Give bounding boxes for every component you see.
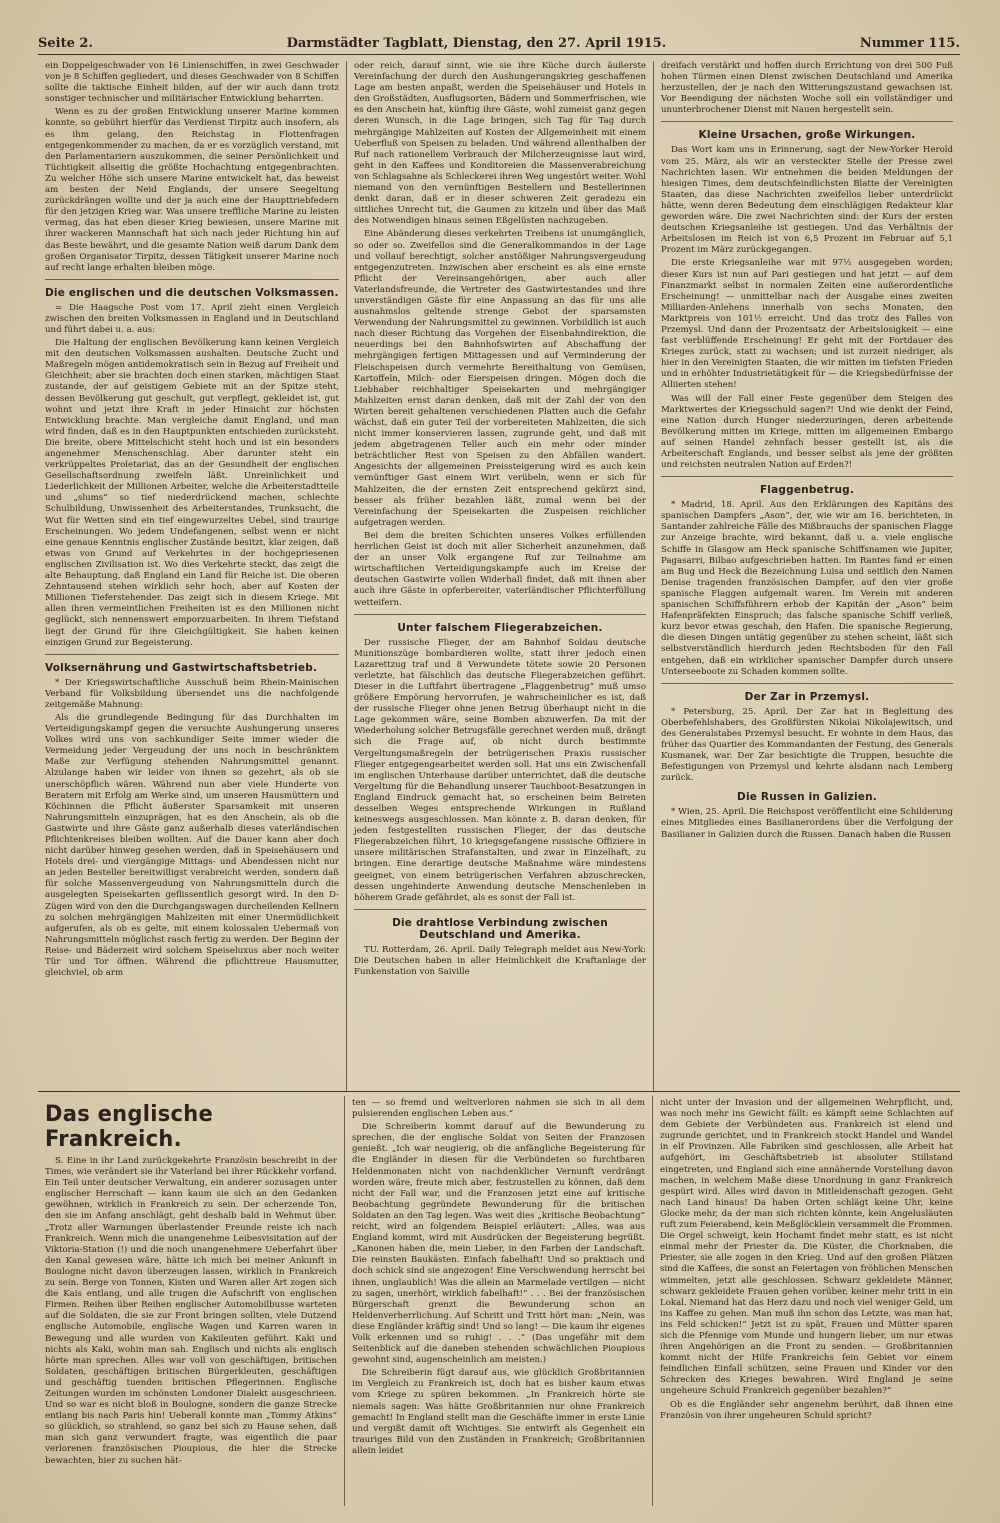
divider (45, 279, 339, 280)
article-paragraph: dreifach verstärkt und hoffen durch Errichtung von drei 500 Fuß hohen Türmen einen Dienst zwischen Deutschland und Amerika herzustellen, der je nach den Witterungszustand gewachsen ist. Vor Beendigung der nächsten Woche soll ein vollständiger und ununterbrochener Dienst mit Nauen hergestellt sein. (661, 61, 953, 116)
headline-volksmassen: Die englischen und die deutschen Volksmassen. (45, 286, 339, 299)
lower-column-2 (344, 1096, 652, 1506)
upper-columns (38, 61, 960, 1092)
article-paragraph: Die Haltung der englischen Bevölkerung kann keinen Vergleich mit den deutschen Volksmassen aushalten. Deutsche Zucht und Maßregeln mögen antidemokratisch sein in Bezug auf Freiheit und Gleichheit; aber sie brachten doch einen starken, mächtigen Staat zustande, der auf geistigem Gebiete mit an der Spitze steht, dessen Bevölkerung gut geschult, gut verpflegt, gekleidet ist, gut wohnt und jetzt ihre Kraft in jeder Hinsicht zur höchsten Entwicklung brachte. Man vergleiche damit England, und man wird finden, daß es in den Hauptpunkten entschieden zurücksteht. Die breite, obere Mittelschicht steht hoch und ist ein besonders angenehmer Menschenschlag. Aber darunter steht ein verkrüppeltes Proletariat, das an der Gesundheit der englischen Gesellschaftsordnung zweifeln läßt. Unreinlichkeit und Liederlichkeit der Millionen Arbeiter, welche die Arbeiterstadtteile und „slums“ so tief niederdrückend machen, schlechte Schulbildung, Unwissenheit des Arbeiterstandes, Trunksucht, die Wut für Wetten sind ein tief eingewurzeltes Uebel, sind traurige Erscheinungen. Wo jedem Undefangenen, selbst wenn er nicht eine genaue Kenntnis englischer Zustände besitzt, klar zeigen, daß etwas von Grund auf Verkehrtes in der hochgepriesenen englischen Zivilisation ist. Wo dies Verkehrte steckt, das zeigt die alte Behauptung, daß England ein Land für Reiche ist. Die oberen Zehntausend stehen wirklich sehr hoch, aber auf Kosten der Millionen Tieferstehender. Das zeigt sich in diesem Kriege. Mit allen ihren vermeintlichen Freiheiten ist es den Millionen nicht geglückt, sich nennenswert emporzuarbeiten. In ihrem Tiefstand liegt der Grund für ihre Gleichgültigkeit. Sie haben keinen einzigen Grund zur Begeisterung. (45, 338, 339, 648)
article-paragraph: * Wien, 25. April. Die Reichspost veröffentlicht eine Schilderung eines Mitgliedes eines Basilianerordens über die Verfolgung der Basilianer in Galizien durch die Russen. Danach haben die Russen (661, 807, 953, 840)
article-paragraph: Der russische Flieger, der am Bahnhof Soldau deutsche Munitionszüge bombardieren wollte, statt ihrer jedoch einen Lazarettzug traf und 8 Verwundete tötete sowie 20 Personen verletzte, hat fälschlich das deutsche Fliegerabzeichen geführt. Dieser in die Luftfahrt übertragene „Flaggenbetrug“ muß umso größere Empörung hervorrufen, je wahrscheinlicher es ist, daß der russische Flieger ohne jenen Betrug überhaupt nicht in die Lage gekommen wäre, seine Bomben abzuwerfen. Da mit der Wiederholung solcher Betrugsfälle gerechnet werden muß, drängt sich die Frage auf, ob nicht durch bestimmte Vergeltungsmaßregeln der betrügerischen Praxis russischer Flieger entgegengearbeitet werden soll. Hat uns ein Zwischenfall im englischen Unterhause darüber unterrichtet, daß die deutsche Vergeltung für die Behandlung unserer Tauchboot-Besatzungen in England Eindruck gemacht hat, so erscheinen beim Beireten desselben Weges entsprechende Wirkungen in Rußland keineswegs ausgeschlossen. Man könnte z. B. daran denken, für jeden festgestellten russischen Flieger, der das deutsche Fliegerabzeichen führt, 10 kriegsgefangene russische Offiziere in unsere militärischen Strafanstalten, und zwar in Einzelhaft, zu bringen. Eine derartige deutsche Maßnahme wäre mindestens geeignet, von einem betrügerischen Verfahren abzuschrecken, dessen ungehinderte Anwendung deutsche Menschenleben in höherem Grade gefährdet, als es sonst der Fall ist. (354, 637, 646, 903)
divider (45, 654, 339, 655)
headline-gastwirtschaft: Volksernährung und Gastwirtschaftsbetrieb. (45, 661, 318, 674)
page-number: Seite 2. (38, 36, 93, 51)
feature-paragraph: Die Schreiberin kommt darauf auf die Bewunderung zu sprechen, die der englische Soldat von Seiten der Franzosen genießt. „Ich war neugierig, ob die anfängliche Begeisterung für die Engländer in diesen für die Verbündeten so furchtbaren Heldenmonaten nicht von nachdenklicher Vernunft verdrängt worden wäre, freute mich aber, festzustellen zu können, daß dem nicht der Fall war, und die Franzosen jetzt eine auf kritische Beobachtung gegründete Bewunderung für die britischen Soldaten an den Tag legen. Was weit dies „kritische Beobachtung“ reicht, wird an folgendem Beispiel erläutert: „Alles, was aus England kommt, wird mit Ausdrücken der Begeisterung begrüßt. „Kanonen haben die, mein Lieber, in den Farben der Landschaft. Die reinsten Baukästen. Einfach fabelhaft! Und so praktisch und doch schick sind sie angezogen! Eine Verschwendung herrscht bei ihnen, unglaublich! Was die allein an Marmelade vertilgen — nicht zu sagen, unerhört, wirklich fabelhaft!“ . . . Bei der französischen Bürgerschaft grenzt die Bewunderung schon an Heldenverherrlichung. Auf Schritt und Tritt hört man: „Nein, was diese Engländer kräftig sind! Und so lang! — Die kaum ihr eigenes Volk erkennen und so ruhig! . . .“ (Das ungefähr mit dem Seitenblick auf die daneben stehenden schwächlichen Pioupious gewohnt sind, augenscheinlich am meisten.) (352, 1122, 645, 1366)
article-paragraph: ein Doppelgeschwader von 16 Linienschiffen, in zwei Geschwader von je 8 Schiffen gegliedert, und dieses Geschwader von 8 Schiffen sollte die taktische Einheit bilden, auf der wir auch dann trotz sonstiger technischer und militärischer Entwicklung beharrten. (45, 61, 339, 105)
headline-zar-przemysl: Der Zar in Przemysl. (744, 690, 870, 703)
column-2 (346, 61, 653, 1091)
article-paragraph: Was will der Fall einer Feste gegenüber dem Steigen des Marktwertes der Kriegsschuld sagen?! Und wie denkt der Feind, eine Nation durch Hunger niederzuringen, deren arbeitende Bevölkerung mitten im Kriege, mitten im allgemeinen Embargo auf seinen Handel zehnfach besser gestellt ist, als die Arbeiterschaft Englands, und besser selbst als jene der größten und reichsten neutralen Nation auf Erden?! (661, 393, 953, 471)
headline-russen-galizien: Die Russen in Galizien. (737, 791, 877, 804)
feature-paragraph: nicht unter der Invasion und der allgemeinen Wehrpflicht, und, was noch mehr ins Gewicht fällt: es kämpft seine Schlachten auf dem Gebiete der Verbündeten aus. Frankreich ist elend und zugrunde gerichtet, und in Frankreich stockt Handel und Wandel in elf Provinzen. Alle Fabriken sind geschlossen, alle Arbeit hat aufgehört, im Geschäftsbetrieb ist absoluter Stillstand eingetreten, und England sich eine annähernde Vorstellung davon machen, in welchem Maße diese Unordnung in ganz Frankreich gespürt wird. Alles wird davon in Mitleidenschaft gezogen. Geht nach Land hinaus! Da haben Orten schlägt keine Uhr, keine Glocke mehr, da der man sich richten könnte, kein Angelusläuten ruft zum Feierabend, kein Meßglöcklein versammelt die Frommen. Die Orgel schweigt, kein Hochamt findet mehr statt, es ist nicht einmal mehr der Priester da. Die Küster, die Chorknaben, die Priester, sie alle zogen in den Krieg. Und auf den großen Plätzen sind die Kaffees, die sonst an Feiertagen von fröhlichen Menschen wimmelten, jetzt alle geschlossen. Schwarz gekleidete Männer, schwarz gekleidete Frauen gehen vorüber, keiner mehr tritt in ein Lokal. Niemand hat das Herz dazu und noch viel weniger Geld, um ins Kaffee zu gehen. Man muß ihn schon das Letzte, was man hat, ins Feld schicken!“ Jetzt ist zu spät, Frauen und Mütter sparen sich die Pfennige vom Munde und hungern lieber, um nur etwas ihren Angehörigen an die Front zu senden. — Großbritannien kommt nicht der Hilfe Frankreichs fein Gebiet vor einem feindlichen Einfall schützen, seine Frauen und Kinder vor den Schrecken des Krieges bewahren. Wird England je seine ungeheure Schuld Frankreich gegenüber bezahlen?“ (660, 1098, 953, 1397)
lower-section (38, 1092, 960, 1506)
article-paragraph: Wenn es zu der großen Entwicklung unserer Marine kommen konnte, so gebührt hierfür das Verdienst Tirpitz auch insofern, als es ihm gelang, den Reichstag in Flottenfragen entgegenkommender zu machen, da er es vorzüglich verstand, mit den Parlamentariern auszukommen, die seiner Persönlichkeit und Tüchtigkeit allseitig die größte Hochachtung entgegenbrachten. Zu welcher Höhe sich unsere Marine entwickelt hat, das beweist am besten der Neid Englands, der unsere Seegeltung zurückdrängen wollte und der ja auch eine der Haupttriebfedern für den jetzigen Krieg war. Was unsere treffliche Marine zu leisten vermag, das hat eben dieser Krieg bewiesen, unsere Marine mit ihrer wackeren Mannschaft hat sich nach jeder Richtung hin auf das Beste bewährt, und die gesamte Nation weiß darum Dank dem großen Organisator Tirpitz, dessen Tätigkeit unserer Marine noch auf recht lange erhalten bleiben möge. (45, 107, 339, 273)
feature-headline: Das englische Frankreich. (45, 1100, 214, 1152)
article-paragraph: Als die grundlegende Bedingung für das Durchhalten im Verteidigungskampf gegen die versuchte Aushungerung unseres Volkes wird uns von sachkundiger Seite immer wieder die Vermeidung jeder Vergeudung der uns noch in beschränktem Maße zur Verfügung stehenden Nahrungsmittel genannt. Alzulange haben wir leider von ihnen so gezehrt, als ob sie unerschöpflich wären. Während nun aber viele Hunderte von Beratern mit Erfolg am Werke sind, um unseren Hausmüttern und Köchinnen die Pflicht äußerster Sparsamkeit mit unseren Nahrungsmitteln einzuprägen, hat es den Anschein, als ob die Gastwirte und ihre Gäste ganz außerhalb dieses vaterländischen Pflichtenkreises bleiben wollten. Auf die Dauer kann aber doch nicht darüber hinweg gesehen werden, daß in Speisehäusern und Hotels drei- und viergängige Mittags- und Abendessen nicht nur an jeden Besteller bereitwilligst verabreicht werden, sondern daß für solche Massenvergeudung von Nahrungsmitteln durch die ausgelegten Speisekarten geflissentlich gesorgt wird. In den D-Zügen wird von den die Durchgangswagen durcheilenden Kellnern zu solchen mehrgängigen Mahlzeiten mit einer Unermüdlichkeit aufgerufen, als ob es gelte, mit einem kolossalen Uebermaß von Nahrungsmitteln möglichst rasch fertig zu werden. Der Beginn der Reise- und Bäderzeit wird solchem Speiseluxus aber noch weiter Tür und Tor öffnen. Während die pflichttreue Hausmutter, gleichviel, ob arm (45, 712, 339, 979)
headline-drahtlose-verbindung: Die drahtlose Verbindung zwischen Deutschland und Amerika. (392, 916, 608, 941)
feature-paragraph: ten — so fremd und weltverloren nahmen sie sich in all dem pulsierenden englischen Leben aus.“ (352, 1098, 645, 1120)
article-paragraph: Die erste Kriegsanleihe war mit 97½ ausgegeben worden; dieser Kurs ist nun auf Pari gestiegen und hat jetzt — auf dem Finanzmarkt selbst in normalen Zeiten eine außerordentliche Erscheinung! — unmittelbar nach der Ausgabe eines zweiten Milliarden-Anlehens innerhalb von sechs Monaten, den Marktpreis von 101½ erreicht. Und das trotz des Falles von Przemysl. Und dann der Prozentsatz der Arbeitslosigkeit — eine fast verblüffende Erscheinung! Er geht mit der Fortdauer des Krieges zurück, statt zu wachsen; und ist zurzeit niedriger, als hier in den Vereinigten Staaten, die wir mitten im tiefsten Frieden und in erhöhter Industrietätigkeit für — die Kriegsbedürfnisse der Alliierten stehen! (661, 258, 953, 391)
divider (661, 476, 953, 477)
headline-kleine-ursachen: Kleine Ursachen, große Wirkungen. (698, 129, 916, 142)
column-3 (653, 61, 960, 1091)
article-paragraph: * Madrid, 18. April. Aus den Erklärungen des Kapitäns des spanischen Dampfers „Ason“, der, wie wir am 16. berichteten, in Santander zahlreiche Fälle des Mißbrauchs der spanischen Flagge zur Anzeige brachte, wird bekannt, daß u. a. viele englische Schiffe in Glasgow am Heck spanische Schiffsnamen wie Jupiter, Pagasarri, Bilbao aufgeschrieben hatten. Im Rantes fand er einen am Bug und Heck die Bezeichnung Luisa und seitlich den Namen Denise tragenden französischen Dampfer, auf den vier große spanische Flaggen aufgemalt waren. Im Verein mit anderen spanischen Schiffsführern erhob der Kapitän der „Ason“ beim Hafenpräfekten Einspruch; das falsche spanische Schiff verließ, kurz bevor etwas geschah, den Hafen. Die spanische Regierung, die diesen Dingen untätig gegenüber zu stehen scheint, läßt sich selbstverständlich hierdurch jeden Rechtsboden für den Fall entgehen, daß ein wirklicher spanischer Dampfer durch unsere Unterseeboote zu Schaden kommen sollte. (661, 500, 953, 677)
article-paragraph: TU. Rotterdam, 26. April. Daily Telegraph meldet aus New-York: Die Deutschen haben in aller Heimlichkeit die Kraftanlage der Funkenstation von Saiville (354, 944, 646, 978)
feature-paragraph: Die Schreiberin fügt darauf aus, wie glücklich Großbritannien im Vergleich zu Frankreich ist, doch hat es bisher kaum etwas vom Kriege zu spüren bekommen. „In Frankreich hörte sie niemals sagen: Was hätte Großbritannien nur ohne Frankreich gemacht! In England stellt man die Geschäfte immer in erste Linie und vergißt damit oft Wichtiges. Sie entwirft als Gegenheit ein trauriges Bild von den Zuständen in Frankreich; Großbritannien allein leidet (352, 1368, 645, 1456)
lower-column-1 (38, 1096, 344, 1506)
divider (354, 909, 646, 910)
article-paragraph: Eine Abänderung dieses verkehrten Treibens ist unumgänglich, so oder so. Zweifellos sind die Generalkommandos in der Lage und vollauf berechtigt, solcher anstößiger Nahrungsvergeudung entgegenzutreten. Inzwischen aber erscheint es als eine ernste Pflicht der Vereinsangehörigen, aber auch aller Vaterlandsfreunde, die Vertreter des Gastwirtestandes und ihre unverständigen Gäste für eine Anpassung an das für uns alle ausnahmslos geltende strenge Gebot der sparsamsten Verwendung der Nahrungsmittel zu gewinnen. Vorbildlich ist auch nach dieser Richtung das Vorgehen der Eisenbahndirektion, die neuerdings bei den Bahnhofswirten auf Abschaffung der mehrgängigen fertigen Mittagessen und auf Verminderung der Fleischspeisen durch vermehrte Bereithaltung von Gemüsen, Kartoffeln, Milch- oder Eierspeisen dringen. Mögen doch die Liebhaber reichhaltiger Speisekarten und mehrgängiger Mahlzeiten ernst daran denken, daß mit der Zahl der von den Wirten bereit gehaltenen verschiedenen Platten auch die Gefahr wächst, daß ein guter Teil der vorbereiteten Mahlzeiten, die sich nicht immer konservieren lassen, zugrunde geht, und daß mit jedem abgetragenen Teller auch ein mehr oder minder beträchtlicher Rest von Speisen zu den Abfällen wandert. Angesichts der allgemeinen Preissteigerung wird es auch kein vernünftiger Gast einem Wirt verübeln, wenn er sich für Mahlzeiten, die der ernsten Zeit entsprechend gekürzt sind, besser als früher bezahlen läßt, zumal wenn bei der Vereinfachung der Speisekarten die Zuspeisen reichlicher aufgetragen werden. (354, 229, 646, 528)
article-paragraph: * Der Kriegswirtschaftliche Ausschuß beim Rhein-Mainischen Verband für Volksbildung übersendet uns die nachfolgende zeitgemäße Mahnung: (45, 677, 339, 710)
divider (661, 121, 953, 122)
divider (354, 614, 646, 615)
divider (661, 683, 953, 684)
column-1 (38, 61, 346, 1091)
headline-flaggenbetrug: Flaggenbetrug. (759, 484, 855, 497)
article-paragraph: = Die Haagsche Post vom 17. April zieht einen Vergleich zwischen den breiten Volksmassen in England und in Deutschland und führt dabei u. a. aus: (45, 302, 339, 335)
issue-number: Nummer 115. (859, 36, 960, 51)
article-paragraph: * Petersburg, 25. April. Der Zar hat in Begleitung des Oberbefehlshabers, des Großfürsten Nikolai Nikolajewitsch, und des Generalstabes Przemysl besucht. Er wohnte in dem Haus, das früher das Quartier des Kommandanten der Festung, des Generals Kusmanek, war. Der Zar besichtigte die Truppen, besuchte die Befestigungen von Przemysl und kehrte alsdann nach Lemberg zurück. (661, 706, 953, 784)
newspaper-title: Darmstädter Tagblatt, Dienstag, den 27. April 1915. (286, 36, 667, 51)
feature-paragraph: Ob es die Engländer sehr angenehm berührt, daß ihnen eine Französin von ihrer ungeheuren Schuld spricht? (660, 1399, 953, 1421)
article-paragraph: oder reich, darauf sinnt, wie sie ihre Küche durch äußerste Vereinfachung der durch den Aushungerungskrieg geschaffenen Lage am besten anpaßt, werden die Speisehäuser und Hotels in den Großstädten, Ausflugsorten, Bädern und Sommerfrischen, wie es den Anschein hat, künftig ihre Gäste, wohl zumeist ganz gegen deren Wunsch, in die Lage bringen, sich Tag für Tag durch mehrgängige Mahlzeiten auf Kosten der Allgemeinheit mit einem Ueberfluß von Speisen zu beladen. Und während allenthalben der Ruf nach rationellem Verbrauch der Milcherzeugnisse laut wird, geht in den Kaffees und Konditoreien die Massenverabreichung von Schlagsahne als Schleckerei ihren Weg ungestört weiter. Wohl niemand von den vernünftigen Bestellern und Bestellerinnen denkt daran, daß er in dieser schweren Zeit geradezu ein sittliches Unrecht tut, die Gaumen zu kitzeln und über das Maß des Notwendigen hinaus seinen Eßgelüsten nachzugeben. (354, 61, 646, 227)
lower-column-3 (652, 1096, 960, 1506)
masthead (38, 36, 960, 55)
article-paragraph: Das Wort kam uns in Erinnerung, sagt der New-Yorker Herold vom 25. März, als wir an versteckter Stelle der Presse zwei Nachrichten lasen. Wir entnehmen die beiden Meldungen der hiesigen Times, dem deutschfeindlichsten Blatte der Vereinigten Staaten, das diese Nachrichten zweifellos lieber unterdrückt hätte, wenn deren Bedeutung dem einschlägigen Redakteur klar geworden wäre. Die zwei Nachrichten sind: der Kurs der ersten deutschen Kriegsanleihe ist gestiegen. Und das Verhältnis der Arbeitslosen im Reich ist von 6,5 Prozent im Februar auf 5,1 Prozent im März zurückgegangen. (661, 145, 953, 256)
headline-fliegerabzeichen: Unter falschem Fliegerabzeichen. (397, 621, 603, 634)
feature-paragraph: S. Eine in ihr Land zurückgekehrte Französin beschreibt in der Times, wie verändert sie ihr Vaterland bei ihrer Rückkehr vorfand. Ein Teil unter deutscher Verwaltung, ein anderer sozusagen unter englischer Herrschaft — kann kaum sie sich an den Gedanken gewöhnen, wirklich in Frankreich zu sein. Der scherzende Ton, den sie im Anfang anschlägt, geht deshalb bald in Wehmut über. „Trotz aller Warnungen überlastender Freunde reiste ich nach Frankreich. Wenn mich die unangenehme Leibesvisitation auf der Viktoria-Station (!) und die noch unangenehmere Ueberfahrt über den Kanal gewesen wäre, hätte ich mich bei meiner Ankunft in Boulogne nicht davon überzeugen lassen, wirklich in Frankreich zu sein. Berge von Tonnen, Kisten und Waren aller Art zogen sich die Kais entlang, und alle trugen die Aufschrift von englischen Firmen. Reihen über Reihen englischer Automobilbusse warteten auf die Soldaten, die sie zur Front bringen sollten, viele Dutzend englische Automobile, englische Wagen und Karren waren in Bewegung und alle wurden von Kakileuten geführt. Kaki und nichts als Kaki, wohin man sah. Englisch und nichts als englisch hörte man sprechen. Alles war voll von geschäftigen, britischen Soldaten, geschäftigen britischen Bürgerkleuten, geschäftigen und geschäftig tuenden britischen Pflegerinnen. Englische Zeitungen wurden im schönsten Londoner Dialekt ausgeschrieen. Und so war es nicht bloß in Boulogne, sondern die ganze Strecke entlang bis nach Paris hin! Ueberall konnte man „Tommy Atkins“ so glücklich, so strahlend, so ganz bei sich zu Hause sehen, daß man sich ganz verwundert fragte, was eigentlich die paar verlorenen französischen Pioupious, die hier die Strecke bewachten, hier zu suchen hät- (45, 1156, 337, 1466)
article-paragraph: Bei dem die breiten Schichten unseres Volkes erfüllenden herrlichen Geist ist doch mit aller Sicherheit anzunehmen, daß der an unser Volk ergangene Ruf zur Teilnahme am wirtschaftlichen Verteidigungskampfe auch im Kreise der deutschen Gastwirte vollen Widerhall findet, daß mit ihnen aber auch ihre Gäste in opferbereiter, vaterländischer Pflichterfüllung wetteifern. (354, 530, 646, 608)
